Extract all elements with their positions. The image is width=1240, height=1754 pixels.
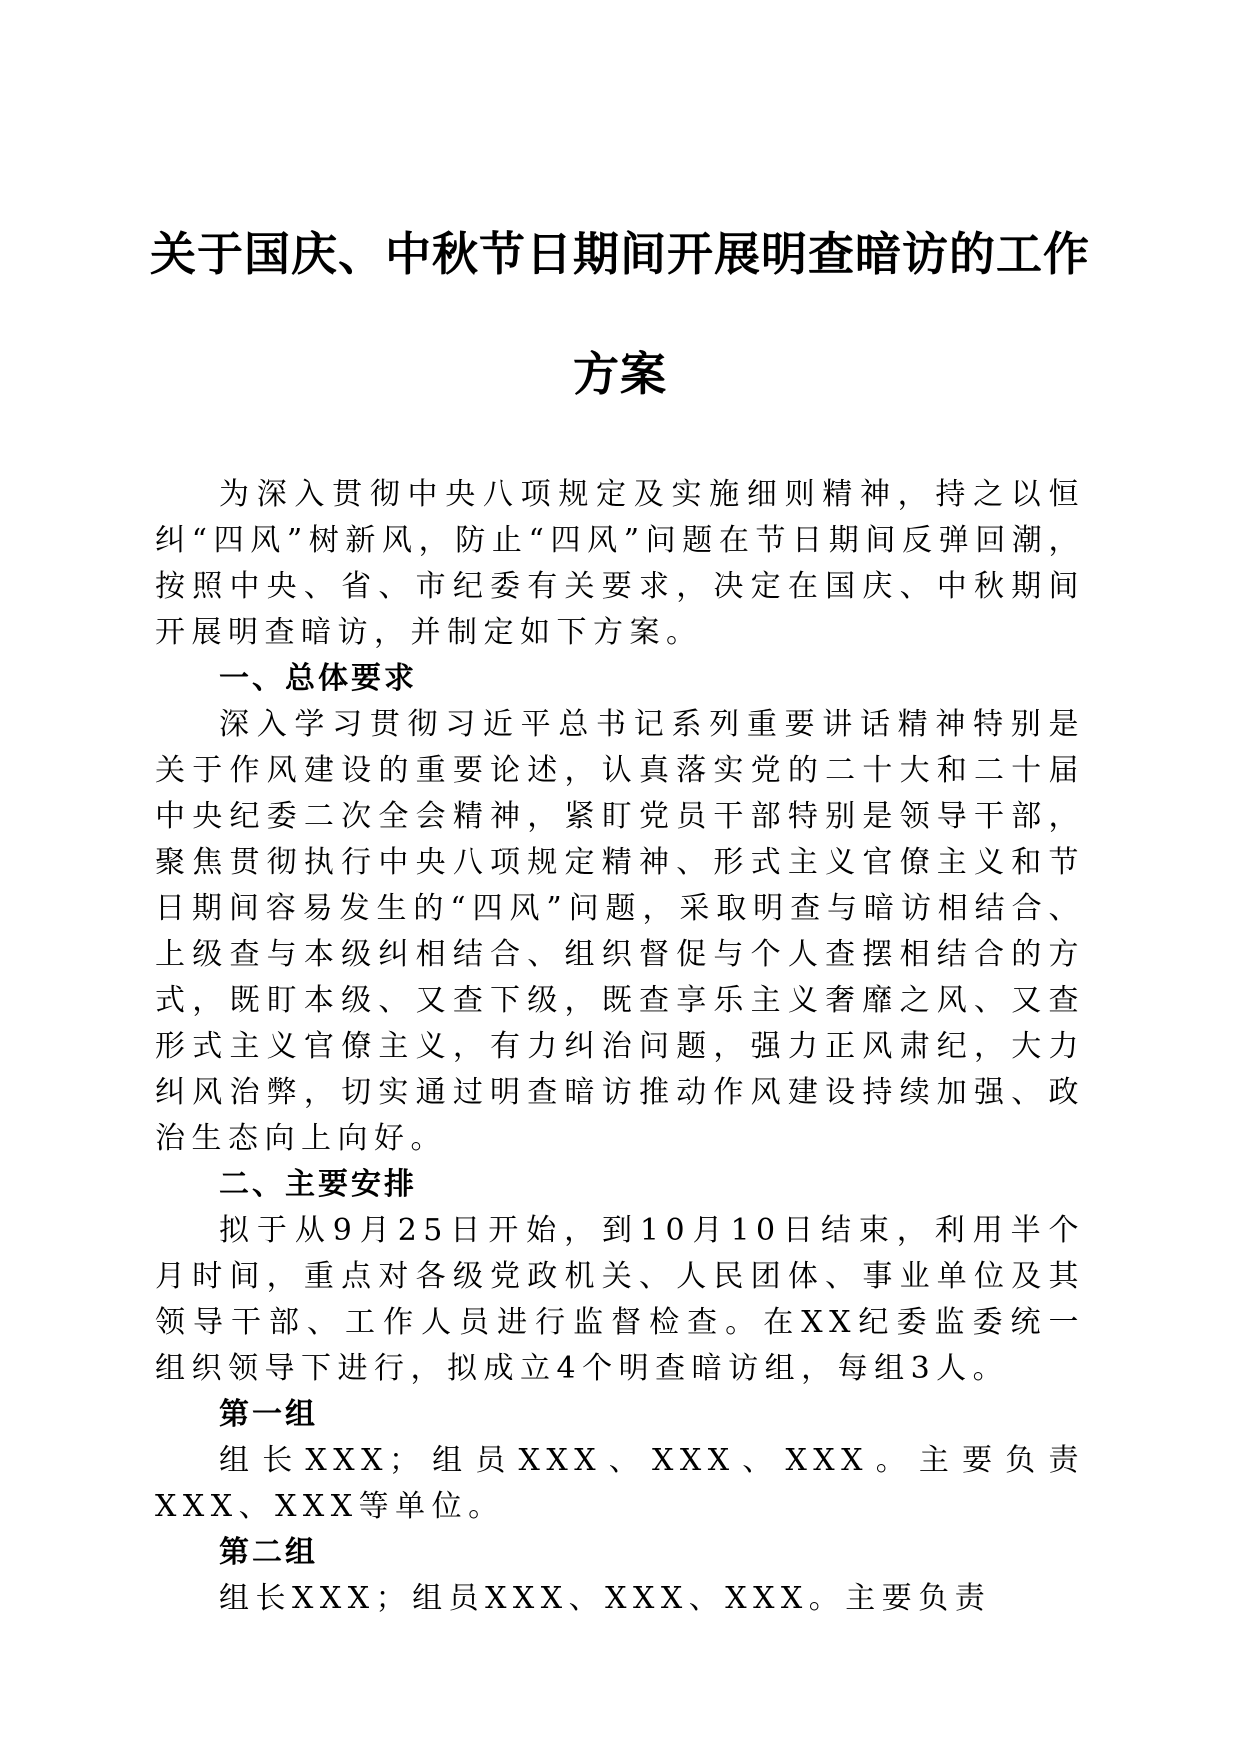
section2-paragraph: 拟于从9月25日开始，到10月10日结束，利用半个月时间，重点对各级党政机关、人民团体、事业单位及其领导干部、工作人员进行监督检查。在XX纪委监委统一组织领导下进行，拟成立4个明查暗访组，每组3人。 (155, 1213, 1085, 1386)
group1-heading: 第一组 (219, 1397, 318, 1432)
group1-paragraph: 组长XXX；组员XXX、XXX、XXX。主要负责XXX、XXX等单位。 (155, 1443, 1085, 1524)
document-title-line1: 关于国庆、中秋节日期间开展明查暗访的工作 (150, 227, 1090, 281)
document-title-line2: 方案 (573, 347, 667, 401)
group2-paragraph: 组长XXX；组员XXX、XXX、XXX。主要负责 (219, 1581, 992, 1616)
document-body (155, 472, 1085, 1622)
section2-heading: 二、主要安排 (219, 1167, 417, 1202)
section1-heading: 一、总体要求 (219, 661, 417, 696)
group2-heading: 第二组 (219, 1535, 318, 1570)
section1-paragraph: 深入学习贯彻习近平总书记系列重要讲话精神特别是关于作风建设的重要论述，认真落实党的二十大和二十届中央纪委二次全会精神，紧盯党员干部特别是领导干部，聚焦贯彻执行中央八项规定精神、形式主义官僚主义和节日期间容易发生的“四风”问题，采取明查与暗访相结合、上级查与本级纠相结合、组织督促与个人查摆相结合的方式，既盯本级、又查下级，既查享乐主义奢靡之风、又查形式主义官僚主义，有力纠治问题，强力正风肃纪，大力纠风治弊，切实通过明查暗访推动作风建设持续加强、政治生态向上向好。 (155, 707, 1085, 1156)
intro-paragraph: 为深入贯彻中央八项规定及实施细则精神，持之以恒纠“四风”树新风，防止“四风”问题在节日期间反弹回潮，按照中央、省、市纪委有关要求，决定在国庆、中秋期间开展明查暗访，并制定如下方案。 (155, 477, 1085, 650)
